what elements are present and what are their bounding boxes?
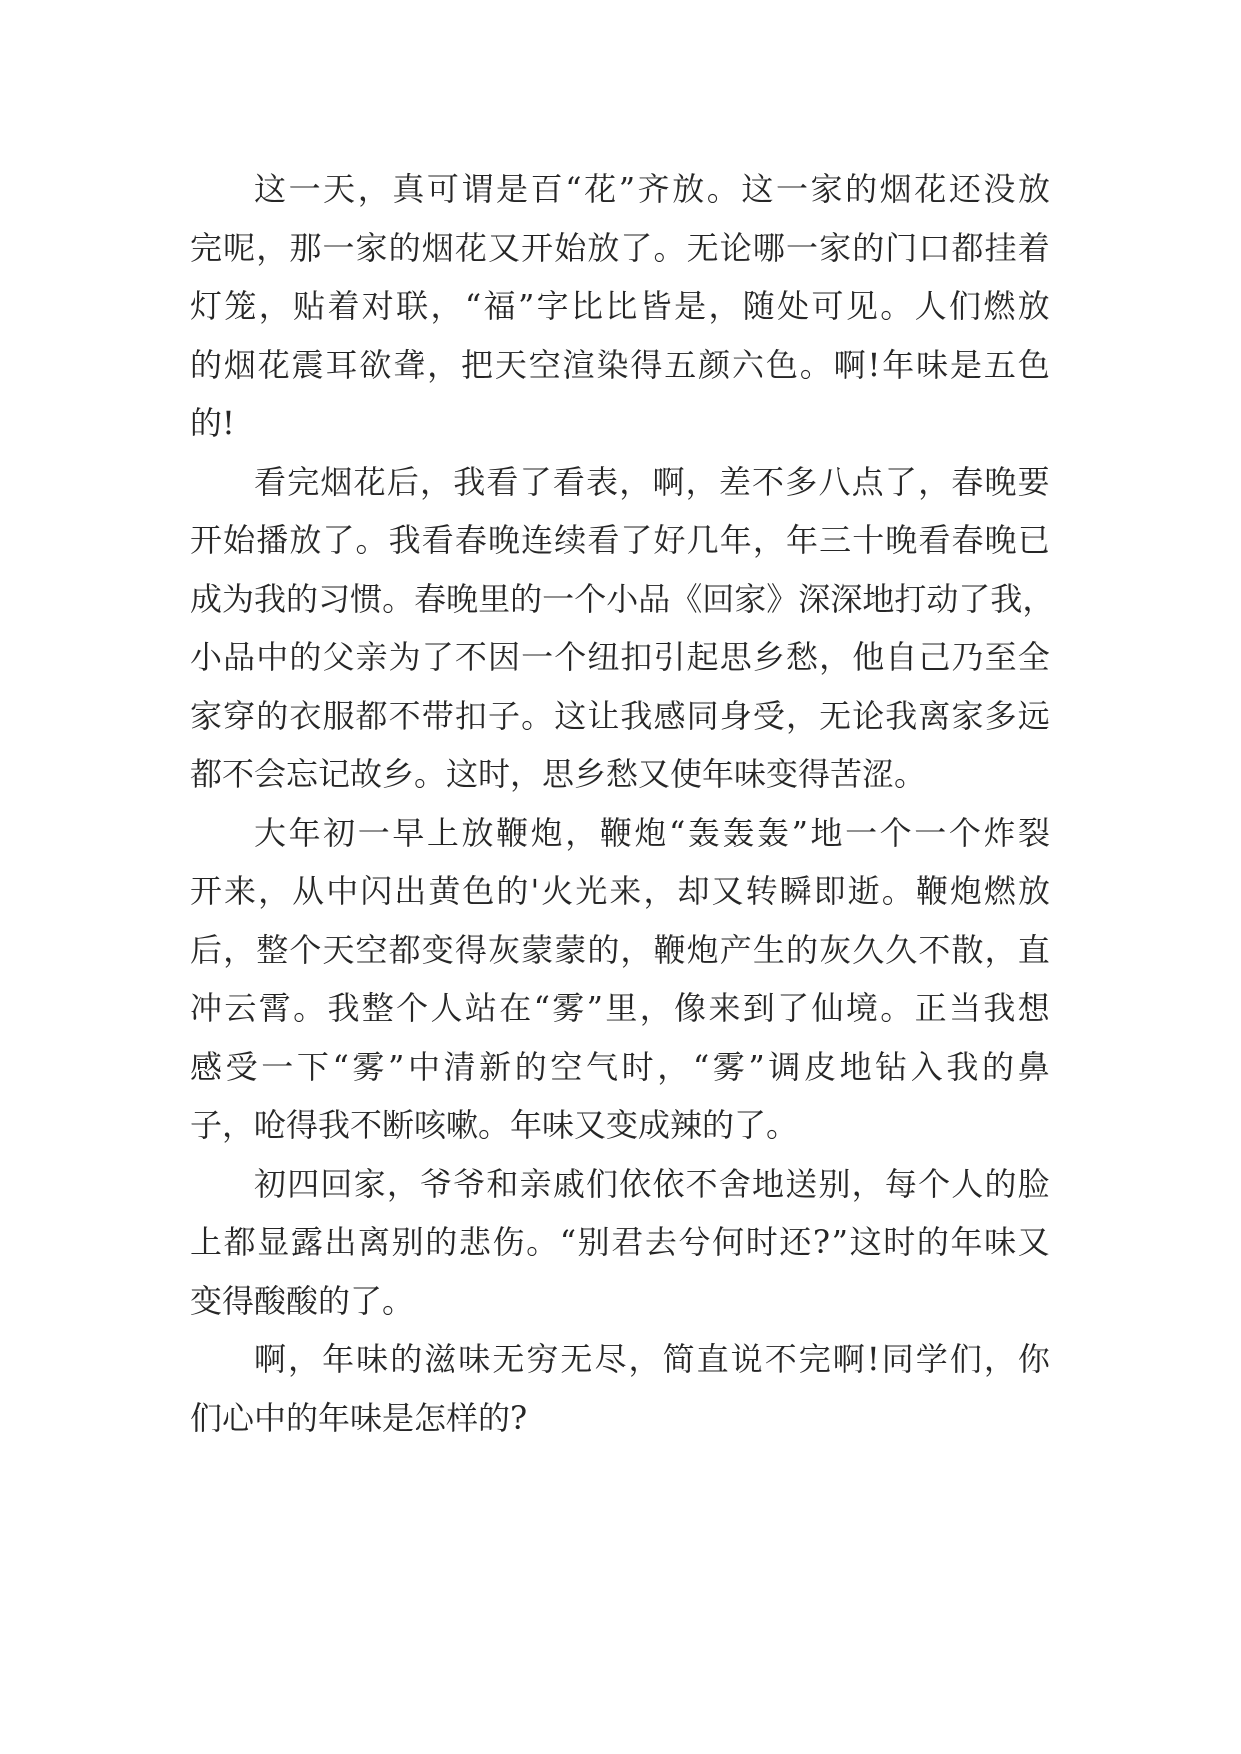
text-line: 看 完 烟 花 后 ， 我 看 了 看 表 ， 啊 ， 差 不 多 八 点 了 ， 春 晚 要 (254, 462, 1050, 501)
paragraph (190, 453, 1055, 804)
paragraph (190, 804, 1050, 1155)
text-line: 子，呛得我不断咳嗽。年味又变成辣的了。 (190, 1106, 799, 1144)
text-line: 这 一 天 ， 真 可 谓 是 百 “ 花 ” 齐 放 。 这 一 家 的 烟 花 还 没 放 (254, 170, 1050, 208)
text-line: 都不会忘记故乡。这时，思乡愁又使年味变得苦涩。 (190, 755, 927, 793)
text-line: 家 穿 的 衣 服 都 不 带 扣 子 。 这 让 我 感 同 身 受 ， 无 论 我 离 家 多 远 (190, 696, 1050, 735)
paragraph (190, 1155, 1050, 1331)
text-line: 啊 ， 年 味 的 滋 味 无 穷 无 尽 ， 简 直 说 不 完 啊 ! 同 学 们 ， 你 (254, 1340, 1050, 1378)
text-line: 们心中的年味是怎样的? (190, 1398, 528, 1437)
text-line: 后 ， 整 个 天 空 都 变 得 灰 蒙 蒙 的 ， 鞭 炮 产 生 的 灰 久 久 不 散 ， 直 (190, 930, 1050, 969)
text-line: 感 受 一 下 “ 雾 ” 中 清 新 的 空 气 时 ， “ 雾 ” 调 皮 地 钻 入 我 的 鼻 (190, 1047, 1050, 1086)
text-line: 变得酸酸的了。 (190, 1281, 415, 1320)
text-line: 大 年 初 一 早 上 放 鞭 炮 ， 鞭 炮 “ 轰 轰 轰 ” 地 一 个 一 个 炸 裂 (254, 813, 1050, 852)
text-line: 小 品 中 的 父 亲 为 了 不 因 一 个 纽 扣 引 起 思 乡 愁 ， 他 自 己 乃 至 全 (190, 638, 1050, 676)
paragraph (190, 160, 1050, 453)
text-line: 灯 笼 ， 贴 着 对 联 ， “ 福 ” 字 比 比 皆 是 ， 随 处 可 见 。 人 们 燃 放 (190, 287, 1050, 325)
document-body (190, 160, 1055, 1447)
text-line: 的 烟 花 震 耳 欲 聋 ， 把 天 空 渲 染 得 五 颜 六 色 。 啊 ! 年 味 是 五 色 (190, 345, 1050, 384)
text-line: 初 四 回 家 ， 爷 爷 和 亲 戚 们 依 依 不 舍 地 送 别 ， 每 个 人 的 脸 (254, 1164, 1050, 1203)
paragraph (190, 1330, 1050, 1447)
text-line: 的! (190, 404, 235, 442)
text-line: 完 呢 ， 那 一 家 的 烟 花 又 开 始 放 了 。 无 论 哪 一 家 的 门 口 都 挂 着 (190, 228, 1050, 267)
text-line: 上 都 显 露 出 离 别 的 悲 伤 。 “ 别 君 去 兮 何 时 还 ? ” 这 时 的 年 味 又 (190, 1223, 1050, 1261)
text-line: 成 为 我 的 习 惯 。 春 晚 里 的 一 个 小 品 《 回 家 》 深 深 地 打 动 了 我 ， (190, 579, 1055, 618)
text-line: 开 始 播 放 了 。 我 看 春 晚 连 续 看 了 好 几 年 ， 年 三 十 晚 看 春 晚 已 (190, 521, 1050, 559)
text-line: 冲 云 霄 。 我 整 个 人 站 在 “ 雾 ” 里 ， 像 来 到 了 仙 境 。 正 当 我 想 (190, 989, 1050, 1027)
text-line: 开 来 ， 从 中 闪 出 黄 色 的 ' 火 光 来 ， 却 又 转 瞬 即 逝 。 鞭 炮 燃 放 (190, 872, 1050, 910)
